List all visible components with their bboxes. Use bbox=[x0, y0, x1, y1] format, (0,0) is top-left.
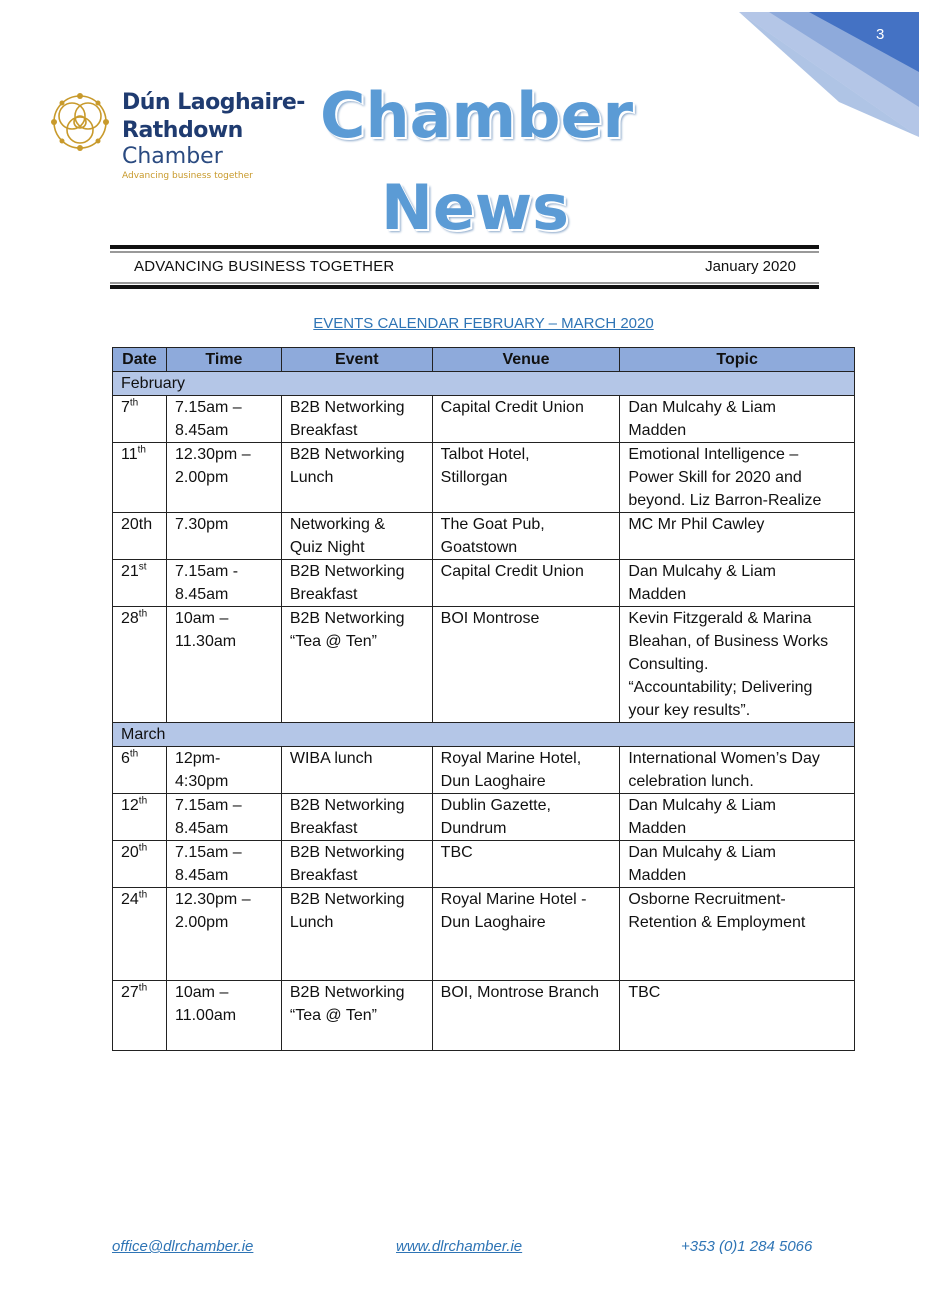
cell-time bbox=[166, 841, 281, 888]
venue-line: TBC bbox=[440, 844, 473, 861]
event-line: Breakfast bbox=[289, 867, 358, 884]
event-line: Breakfast bbox=[289, 820, 358, 837]
date-day: 24 bbox=[121, 891, 139, 908]
time-line: 8.45am bbox=[174, 422, 229, 439]
month-label: February bbox=[113, 372, 855, 396]
logo-text-line2: Rathdown bbox=[122, 118, 243, 143]
time-line: 8.45am bbox=[174, 867, 229, 884]
venue-line: Dublin Gazette, bbox=[440, 797, 551, 814]
cell-topic bbox=[620, 513, 855, 560]
table-row bbox=[113, 888, 855, 981]
masthead-line1: Chamber bbox=[320, 79, 634, 152]
event-line: B2B Networking bbox=[289, 984, 405, 1001]
time-line: 12.30pm – bbox=[174, 446, 251, 463]
topic-line: MC Mr Phil Cawley bbox=[628, 516, 765, 533]
cell-time bbox=[166, 794, 281, 841]
banner-rule-bottom bbox=[110, 285, 819, 289]
time-line: 7.30pm bbox=[174, 516, 229, 533]
date-suffix: th bbox=[138, 889, 148, 901]
venue-line: Capital Credit Union bbox=[440, 399, 584, 416]
time-line: 7.15am - bbox=[174, 563, 239, 580]
topic-line: TBC bbox=[628, 984, 661, 1001]
venue-line: BOI Montrose bbox=[440, 610, 540, 627]
page-number: 3 bbox=[876, 26, 885, 43]
logo-tagline: Advancing business together bbox=[122, 171, 253, 181]
cell-time bbox=[166, 981, 281, 1051]
date-suffix: th bbox=[138, 842, 148, 854]
footer-phone: +353 (0)1 284 5066 bbox=[681, 1238, 813, 1255]
month-row bbox=[113, 723, 855, 747]
cell-date bbox=[113, 888, 167, 981]
cell-venue bbox=[432, 443, 620, 513]
cell-event bbox=[281, 607, 432, 723]
event-line: B2B Networking bbox=[289, 446, 405, 463]
table-row bbox=[113, 841, 855, 888]
topic-line: Madden bbox=[628, 820, 687, 837]
cell-topic bbox=[620, 607, 855, 723]
venue-line: Stillorgan bbox=[440, 469, 508, 486]
cell-event bbox=[281, 396, 432, 443]
event-line: “Tea @ Ten” bbox=[289, 1007, 377, 1024]
cell-venue bbox=[432, 747, 620, 794]
topic-line: Dan Mulcahy & Liam bbox=[628, 797, 776, 814]
topic-line: International Women’s Day bbox=[628, 750, 820, 767]
cell-venue bbox=[432, 607, 620, 723]
time-line: 2.00pm bbox=[174, 469, 229, 486]
cell-event bbox=[281, 981, 432, 1051]
date-suffix: th bbox=[129, 397, 139, 409]
cell-topic bbox=[620, 794, 855, 841]
cell-topic bbox=[620, 841, 855, 888]
venue-line: The Goat Pub, bbox=[440, 516, 545, 533]
date-suffix: th bbox=[129, 748, 139, 760]
date-suffix: th bbox=[138, 795, 148, 807]
date-day: 21 bbox=[121, 563, 139, 580]
header-date: Date bbox=[113, 348, 167, 372]
time-line: 10am – bbox=[174, 984, 229, 1001]
topic-line: Power Skill for 2020 and bbox=[628, 469, 802, 486]
event-line: WIBA lunch bbox=[289, 750, 373, 767]
time-line: 11.30am bbox=[174, 633, 237, 650]
cell-time bbox=[166, 747, 281, 794]
time-line: 11.00am bbox=[174, 1007, 237, 1024]
cell-event bbox=[281, 841, 432, 888]
cell-time bbox=[166, 396, 281, 443]
time-line: 12pm- bbox=[174, 750, 221, 767]
month-row bbox=[113, 372, 855, 396]
event-line: Networking & bbox=[289, 516, 386, 533]
header-time: Time bbox=[166, 348, 281, 372]
cell-topic bbox=[620, 981, 855, 1051]
table-row bbox=[113, 794, 855, 841]
topic-line: celebration lunch. bbox=[628, 773, 754, 790]
cell-time bbox=[166, 513, 281, 560]
topic-line: Emotional Intelligence – bbox=[628, 446, 799, 463]
cell-time bbox=[166, 888, 281, 981]
newsletter-masthead bbox=[320, 70, 634, 254]
footer-email-link[interactable]: office@dlrchamber.ie bbox=[112, 1238, 254, 1255]
chamber-emblem-icon bbox=[50, 92, 110, 152]
events-calendar-title: EVENTS CALENDAR FEBRUARY – MARCH 2020 bbox=[313, 315, 654, 332]
cell-date bbox=[113, 513, 167, 560]
cell-topic bbox=[620, 888, 855, 981]
date-suffix: st bbox=[138, 561, 147, 573]
table-row bbox=[113, 607, 855, 723]
banner-rule-top bbox=[110, 245, 819, 249]
chamber-logo bbox=[50, 90, 320, 185]
topic-line: Madden bbox=[628, 422, 687, 439]
cell-time bbox=[166, 607, 281, 723]
event-line: Lunch bbox=[289, 914, 334, 931]
time-line: 2.00pm bbox=[174, 914, 229, 931]
cell-date bbox=[113, 607, 167, 723]
event-line: B2B Networking bbox=[289, 563, 405, 580]
month-label: March bbox=[113, 723, 855, 747]
event-line: B2B Networking bbox=[289, 891, 405, 908]
logo-text-line1: Dún Laoghaire- bbox=[122, 90, 305, 115]
cell-topic bbox=[620, 560, 855, 607]
cell-topic bbox=[620, 747, 855, 794]
masthead-line2: News bbox=[380, 171, 570, 244]
cell-venue bbox=[432, 841, 620, 888]
topic-line: Madden bbox=[628, 867, 687, 884]
footer-website-link[interactable]: www.dlrchamber.ie bbox=[396, 1238, 523, 1255]
event-line: Breakfast bbox=[289, 586, 358, 603]
venue-line: Capital Credit Union bbox=[440, 563, 584, 580]
topic-line: beyond. Liz Barron-Realize bbox=[628, 492, 822, 509]
date-day: 20th bbox=[121, 516, 153, 533]
event-line: B2B Networking bbox=[289, 797, 405, 814]
banner-tagline: ADVANCING BUSINESS TOGETHER bbox=[134, 258, 395, 275]
date-day: 27 bbox=[121, 984, 139, 1001]
header-event: Event bbox=[281, 348, 432, 372]
cell-venue bbox=[432, 981, 620, 1051]
time-line: 12.30pm – bbox=[174, 891, 251, 908]
event-line: B2B Networking bbox=[289, 610, 405, 627]
topic-line: Consulting. bbox=[628, 656, 709, 673]
cell-event bbox=[281, 443, 432, 513]
table-row bbox=[113, 981, 855, 1051]
cell-date bbox=[113, 560, 167, 607]
cell-date bbox=[113, 794, 167, 841]
cell-venue bbox=[432, 794, 620, 841]
issue-date: January 2020 bbox=[705, 258, 796, 275]
time-line: 7.15am – bbox=[174, 844, 242, 861]
event-line: “Tea @ Ten” bbox=[289, 633, 377, 650]
date-day: 6 bbox=[121, 750, 130, 767]
cell-time bbox=[166, 560, 281, 607]
topic-line: your key results”. bbox=[628, 702, 751, 719]
topic-line: Dan Mulcahy & Liam bbox=[628, 563, 776, 580]
banner-rule-top-thin bbox=[110, 251, 819, 253]
venue-line: Royal Marine Hotel - bbox=[440, 891, 587, 908]
venue-line: BOI, Montrose Branch bbox=[440, 984, 599, 1001]
cell-event bbox=[281, 888, 432, 981]
time-line: 8.45am bbox=[174, 820, 229, 837]
venue-line: Royal Marine Hotel, bbox=[440, 750, 582, 767]
topic-line: Dan Mulcahy & Liam bbox=[628, 399, 776, 416]
topic-line: Madden bbox=[628, 586, 687, 603]
time-line: 8.45am bbox=[174, 586, 229, 603]
topic-line: Kevin Fitzgerald & Marina bbox=[628, 610, 812, 627]
events-table bbox=[112, 347, 855, 1051]
topic-line: Bleahan, of Business Works bbox=[628, 633, 829, 650]
venue-line: Dun Laoghaire bbox=[440, 914, 546, 931]
cell-venue bbox=[432, 888, 620, 981]
date-suffix: th bbox=[137, 444, 146, 456]
venue-line: Goatstown bbox=[440, 539, 518, 556]
time-line: 10am – bbox=[174, 610, 229, 627]
topic-line: Dan Mulcahy & Liam bbox=[628, 844, 776, 861]
cell-topic bbox=[620, 443, 855, 513]
date-day: 7 bbox=[121, 399, 130, 416]
event-line: Breakfast bbox=[289, 422, 358, 439]
cell-date bbox=[113, 747, 167, 794]
cell-event bbox=[281, 747, 432, 794]
cell-event bbox=[281, 794, 432, 841]
topic-line: Retention & Employment bbox=[628, 914, 806, 931]
topic-line: Osborne Recruitment- bbox=[628, 891, 786, 908]
cell-topic bbox=[620, 396, 855, 443]
cell-event bbox=[281, 560, 432, 607]
event-line: Quiz Night bbox=[289, 539, 365, 556]
cell-date bbox=[113, 396, 167, 443]
time-line: 4:30pm bbox=[174, 773, 229, 790]
date-day: 20 bbox=[121, 844, 139, 861]
table-row bbox=[113, 747, 855, 794]
date-day: 12 bbox=[121, 797, 139, 814]
time-line: 7.15am – bbox=[174, 399, 242, 416]
header-venue: Venue bbox=[432, 348, 620, 372]
date-suffix: th bbox=[138, 608, 148, 620]
table-row bbox=[113, 560, 855, 607]
cell-date bbox=[113, 981, 167, 1051]
table-header-row bbox=[113, 348, 855, 372]
event-line: B2B Networking bbox=[289, 844, 405, 861]
table-row bbox=[113, 396, 855, 443]
events-table-body bbox=[113, 372, 855, 1051]
cell-venue bbox=[432, 396, 620, 443]
cell-event bbox=[281, 513, 432, 560]
table-row bbox=[113, 443, 855, 513]
date-day: 11 bbox=[121, 446, 138, 463]
logo-text-line3: Chamber bbox=[122, 144, 223, 169]
venue-line: Dundrum bbox=[440, 820, 507, 837]
date-suffix: th bbox=[138, 982, 148, 994]
header-topic: Topic bbox=[620, 348, 855, 372]
corner-triangle-decoration bbox=[739, 12, 919, 137]
event-line: B2B Networking bbox=[289, 399, 405, 416]
cell-venue bbox=[432, 513, 620, 560]
time-line: 7.15am – bbox=[174, 797, 242, 814]
venue-line: Dun Laoghaire bbox=[440, 773, 546, 790]
cell-venue bbox=[432, 560, 620, 607]
topic-line: “Accountability; Delivering bbox=[628, 679, 813, 696]
cell-date bbox=[113, 443, 167, 513]
banner-rule-bottom-thin bbox=[110, 282, 819, 284]
table-row bbox=[113, 513, 855, 560]
cell-date bbox=[113, 841, 167, 888]
date-day: 28 bbox=[121, 610, 139, 627]
event-line: Lunch bbox=[289, 469, 334, 486]
venue-line: Talbot Hotel, bbox=[440, 446, 530, 463]
cell-time bbox=[166, 443, 281, 513]
